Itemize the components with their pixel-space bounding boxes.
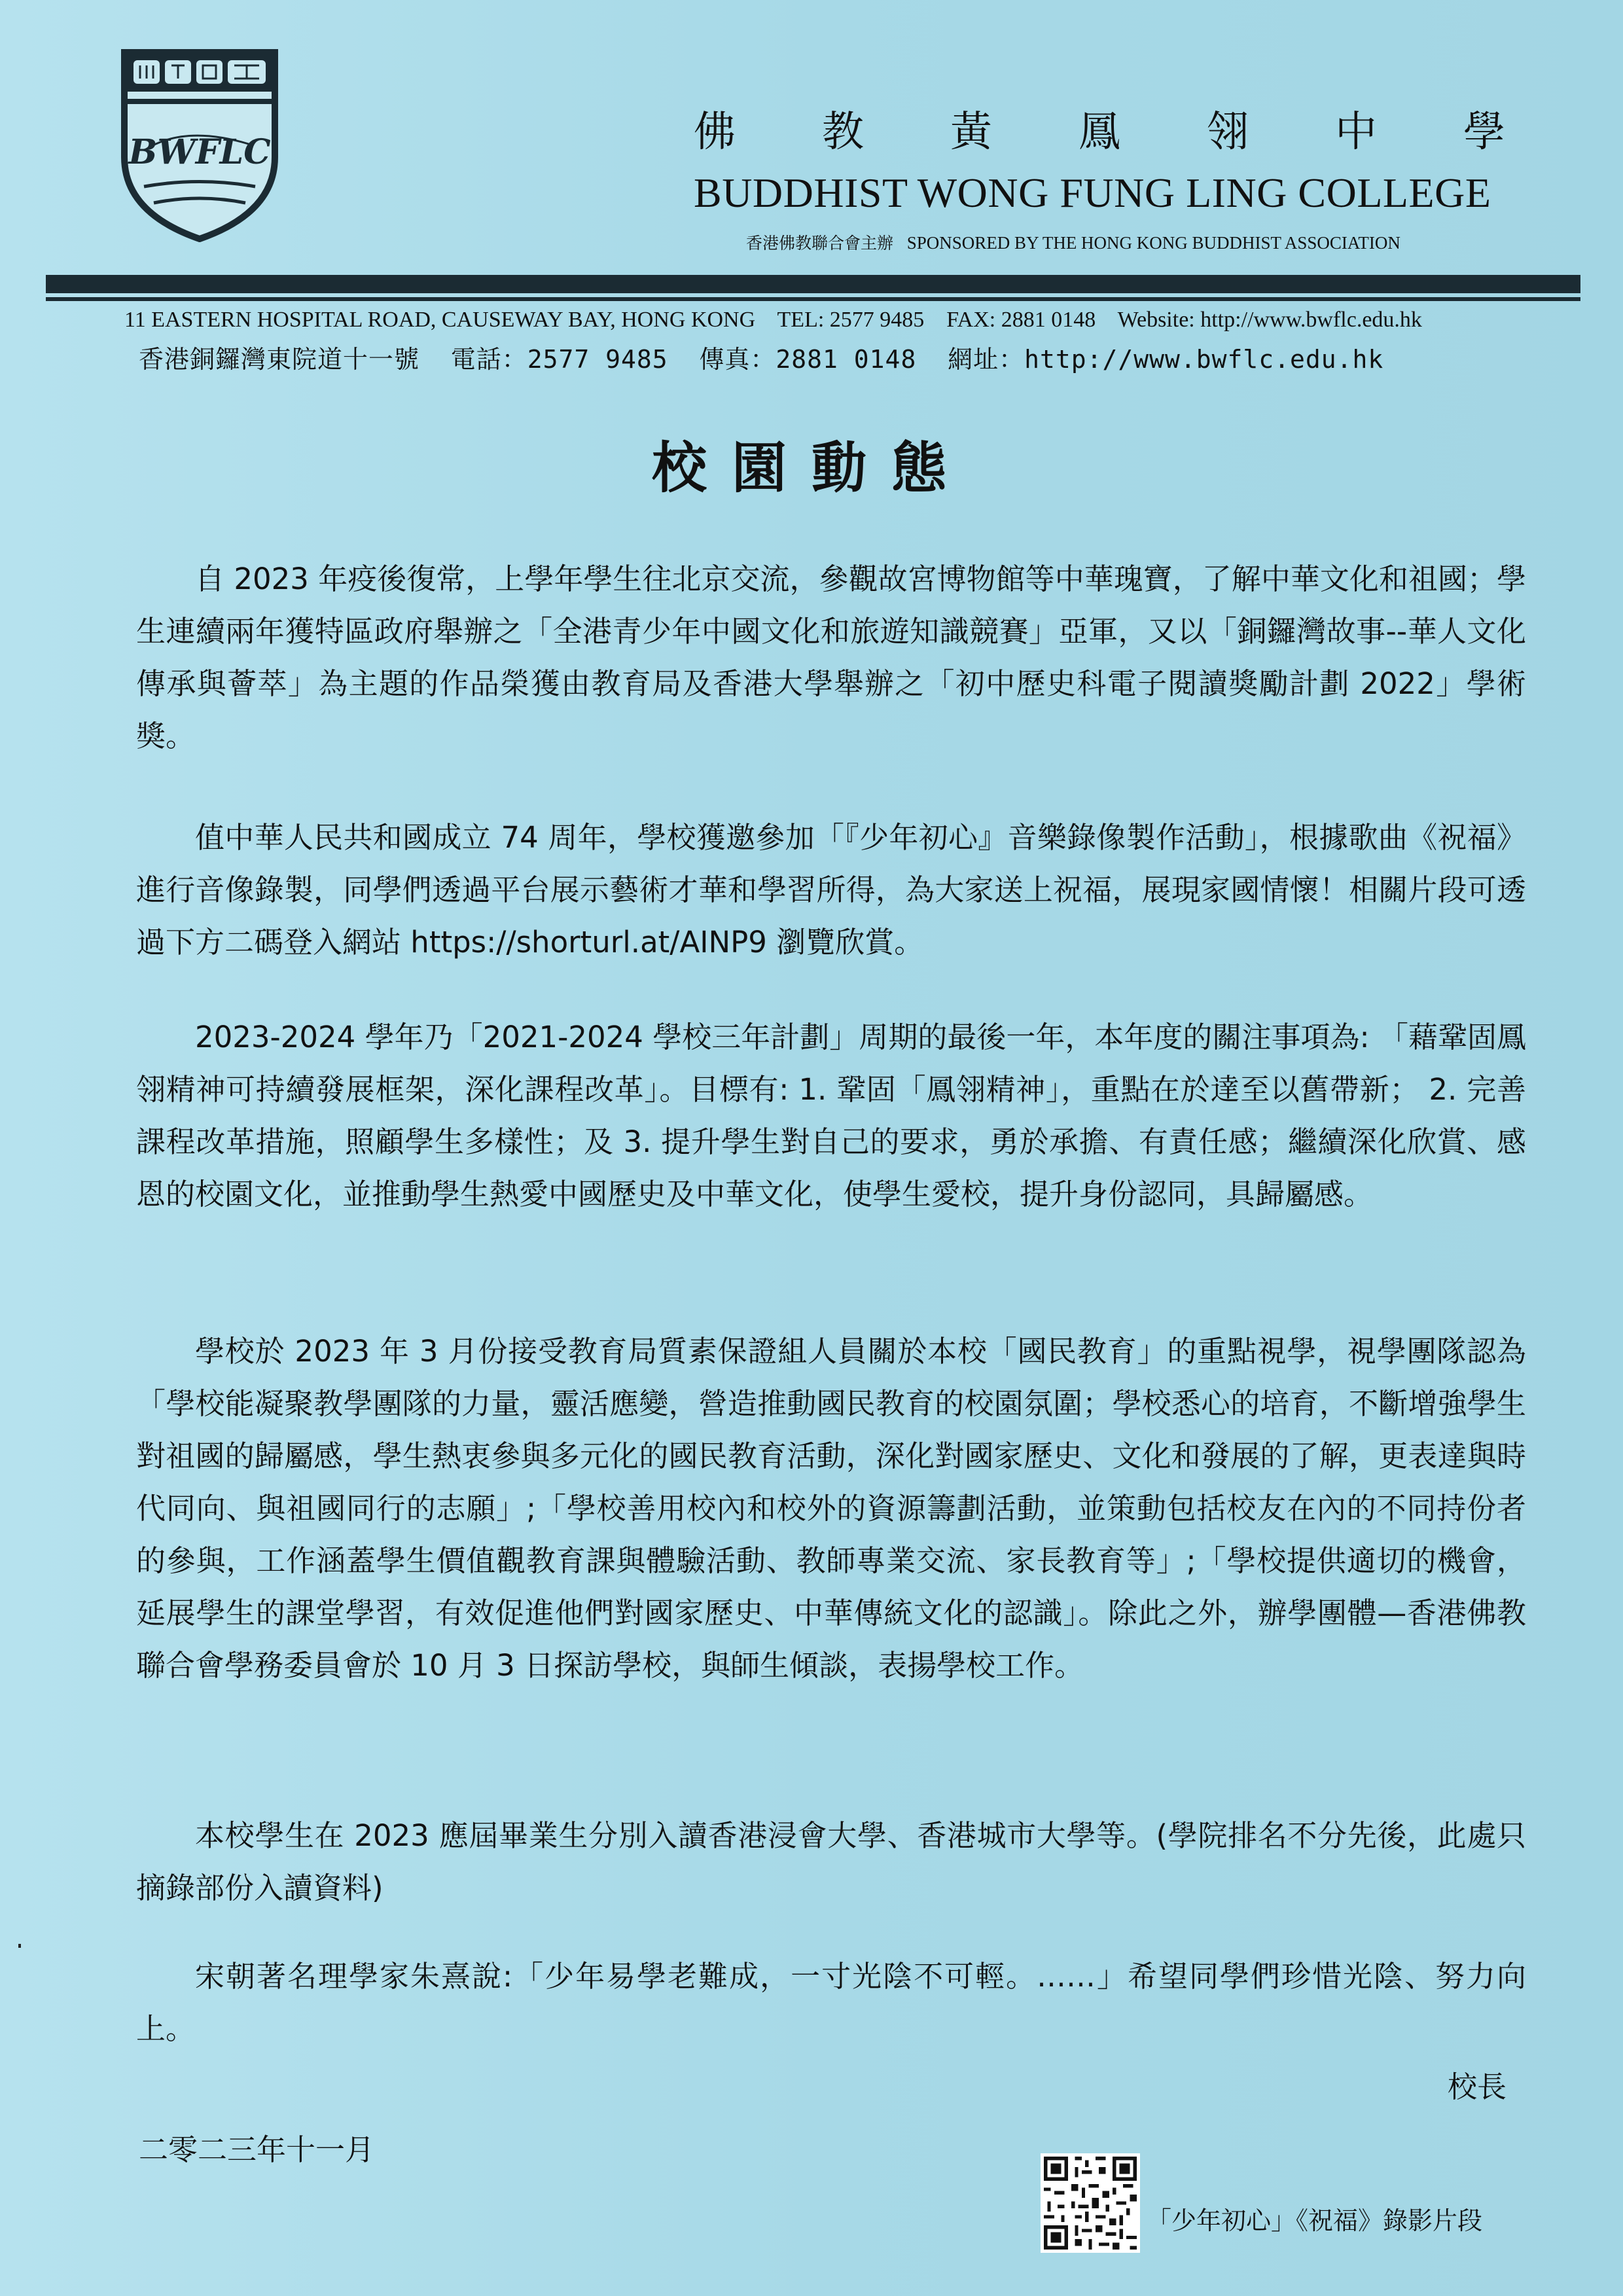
qr-caption: 「少年初心」《祝福》錄影片段 <box>1147 2206 1483 2235</box>
paragraph: 值中華人民共和國成立 74 周年，學校獲邀參加「『少年初心』音樂錄像製作活動」，根據歌曲《祝福》進行音像錄製，同學們透過平台展示藝術才華和學習所得，為大家送上祝福，展現家國情懷！相關片段可透過下方二碼登入網站 https://shorturl.at/AINP9 瀏覽欣賞。 <box>136 820 1526 960</box>
document-date: 二零二三年十一月 <box>139 2132 375 2167</box>
scan-mark <box>18 1944 21 1948</box>
sponsor-chinese: 香港佛教聯合會主辦 <box>746 234 894 253</box>
address-chinese: 香港銅鑼灣東院道十一號 電話：2577 9485 傳真：2881 0148 網址：http://www.bwflc.edu.hk <box>139 345 1384 374</box>
address-english: 11 EASTERN HOSPITAL ROAD, CAUSEWAY BAY, HONG KONG TEL: 2577 9485 FAX: 2881 0148 Website: http://www.bwflc.edu.hk <box>124 308 1422 332</box>
school-name-english: BUDDHIST WONG FUNG LING COLLEGE <box>694 170 1491 216</box>
paragraph: 自 2023 年疫後復常，上學年學生往北京交流，參觀故宮博物館等中華瑰寶，了解中華文化和祖國；學生連續兩年獲特區政府舉辦之「全港青少年中國文化和旅遊知識競賽」亞軍，又以「銅鑼灣故事--華人文化傳承與薈萃」為主題的作品榮獲由教育局及香港大學舉辦之「初中歷史科電子閱讀獎勵計劃 2022」學術獎。 <box>136 562 1526 753</box>
crest-monogram: BWFLC <box>128 132 271 172</box>
school-name-char: 教 <box>822 108 864 156</box>
document-title: 校園動態 <box>651 436 971 500</box>
paragraph: 學校於 2023 年 3 月份接受教育局質素保證組人員關於本校「國民教育」的重點視學，視學團隊認為「學校能凝聚教學團隊的力量，靈活應變，營造推動國民教育的校園氛圍；學校悉心的培育，不斷增強學生對祖國的歸屬感，學生熱衷參與多元化的國民教育活動，深化對國家歷史、文化和發展的了解，更表達與時代同向、與祖國同行的志願」;「學校善用校內和校外的資源籌劃活動，並策動包括校友在內的不同持份者的參與，工作涵蓋學生價值觀教育課與體驗活動、教師專業交流、家長教育等」;「學校提供適切的機會，延展學生的課堂學習，有效促進他們對國家歷史、中華傳統文化的認識」。除此之外，辦學團體—香港佛教聯合會學務委員會於 10 月 3 日探訪學校，與師生傾談，表揚學校工作。 <box>136 1334 1526 1683</box>
sponsor-line <box>746 230 1400 254</box>
signature-principal: 校長 <box>1447 2070 1507 2104</box>
school-name-char: 佛 <box>694 108 736 156</box>
sponsor-english: SPONSORED BY THE HONG KONG BUDDHIST ASSOCIATION <box>906 233 1400 253</box>
paragraph: 2023-2024 學年乃「2021-2024 學校三年計劃」周期的最後一年，本年度的關注事項為: 「藉鞏固鳳翎精神可持續發展框架，深化課程改革」。目標有: 1. 鞏固「鳳翎精神」，重點在於達至以舊帶新； 2. 完善課程改革措施，照顧學生多樣性；及 3. 提升學生對自己的要求，勇於承擔、有責任感；繼續深化欣賞、感恩的校園文化，並推動學生熱愛中國歷史及中華文化，使學生愛校，提升身份認同，具歸屬感。 <box>136 1020 1526 1211</box>
school-name-char: 中 <box>1335 108 1377 156</box>
school-name-chinese <box>694 98 1505 158</box>
paragraph: 本校學生在 2023 應屆畢業生分別入讀香港浸會大學、香港城市大學等。(學院排名不分先後，此處只摘錄部份入讀資料) <box>136 1818 1526 1905</box>
qr-code[interactable] <box>1041 2153 1140 2253</box>
header-divider-thick <box>46 275 1580 293</box>
header-divider-thin <box>46 297 1580 301</box>
school-name-char: 翎 <box>1207 108 1249 156</box>
school-name-char: 黃 <box>950 108 992 156</box>
school-name-char: 學 <box>1463 108 1505 156</box>
paragraph: 宋朝著名理學家朱熹說:「少年易學老難成，一寸光陰不可輕。……」希望同學們珍惜光陰、努力向上。 <box>136 1959 1526 2046</box>
school-name-char: 鳳 <box>1079 108 1120 156</box>
school-crest-logo <box>118 46 281 242</box>
